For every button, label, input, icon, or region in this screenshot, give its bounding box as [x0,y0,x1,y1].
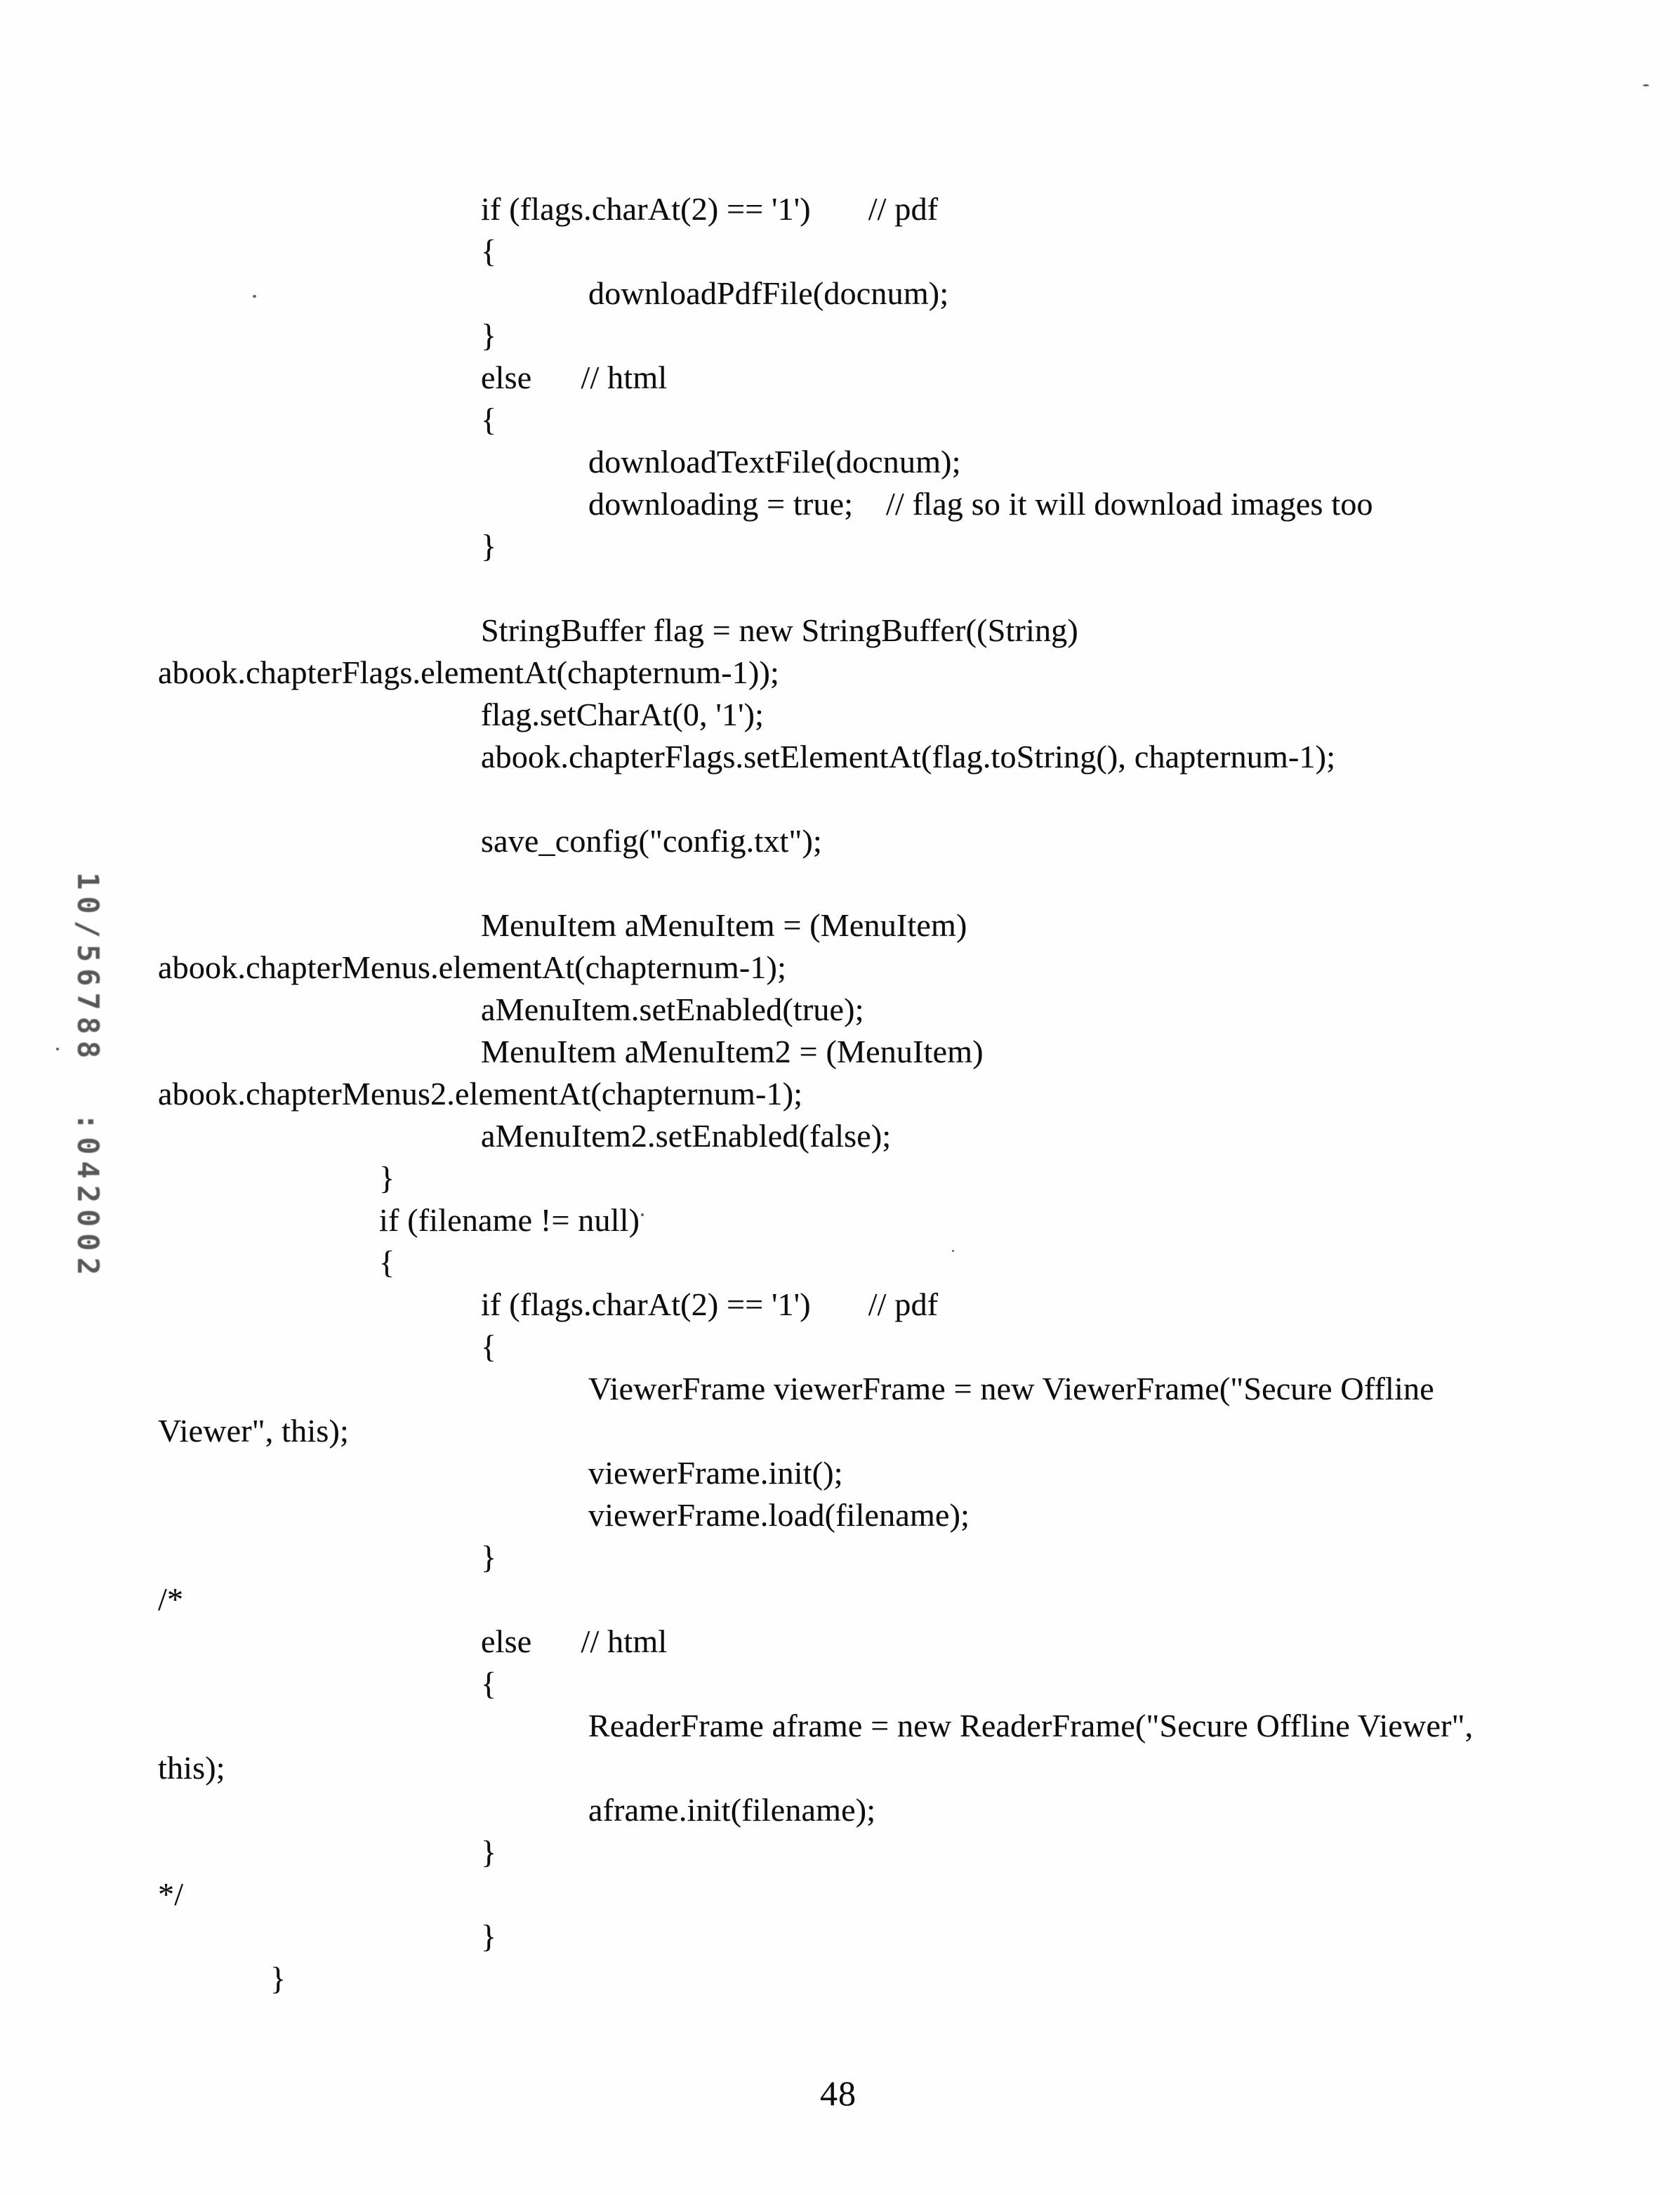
code-line: */ [158,1876,184,1912]
scan-artifact [1643,84,1649,86]
code-line: abook.chapterFlags.setElementAt(flag.toString(), chapternum-1); [481,739,1336,774]
code-line: save_config("config.txt"); [481,823,822,859]
code-line: } [481,1834,497,1870]
scan-artifact [952,1250,954,1252]
code-line: downloadTextFile(docnum); [588,444,961,480]
blank-line [0,862,1680,904]
code-line: if (flags.charAt(2) == '1') // pdf [481,1286,939,1322]
code-line: } [379,1160,395,1196]
code-line: MenuItem aMenuItem = (MenuItem) [481,907,967,943]
code-line: downloadPdfFile(docnum); [588,275,949,311]
scan-artifact [56,1048,59,1050]
code-line: viewerFrame.init(); [588,1455,843,1491]
code-listing [0,188,1680,2000]
code-line: else // html [481,360,668,395]
code-line: flag.setCharAt(0, '1'); [481,697,765,732]
code-line: ViewerFrame viewerFrame = new ViewerFrame("Secure Offline [588,1371,1434,1406]
code-line: aMenuItem2.setEnabled(false); [481,1118,892,1154]
code-line: ReaderFrame aframe = new ReaderFrame("Secure Offline Viewer", [588,1708,1474,1744]
code-line: } [481,317,497,353]
blank-line [0,778,1680,820]
code-line: if (flags.charAt(2) == '1') // pdf [481,191,939,227]
code-line: /* [158,1581,184,1617]
code-line: abook.chapterMenus2.elementAt(chapternum-1); [158,1076,803,1112]
code-line: abook.chapterFlags.elementAt(chapternum-1)); [158,654,780,690]
code-line: } [481,1539,497,1575]
code-line: { [481,402,497,437]
code-line: { [481,1329,497,1364]
code-line: viewerFrame.load(filename); [588,1497,970,1533]
code-line: } [481,528,497,564]
code-line: aframe.init(filename); [588,1792,876,1828]
code-line: else // html [481,1623,668,1659]
code-line: } [270,1960,286,1996]
code-line: } [481,1918,497,1954]
code-line: this); [158,1750,225,1786]
code-line: { [379,1244,395,1280]
code-line: aMenuItem.setEnabled(true); [481,991,864,1027]
margin-stamp: 10/56788 :042002 [71,872,105,1281]
code-line: { [481,233,497,269]
scan-artifact [253,295,256,298]
code-line: downloading = true; // flag so it will download images too [588,486,1373,522]
code-line: Viewer", this); [158,1413,349,1449]
code-line: StringBuffer flag = new StringBuffer((String) [481,612,1078,648]
code-line: abook.chapterMenus.elementAt(chapternum-1); [158,949,787,985]
scan-artifact [641,1213,644,1216]
code-line: { [481,1666,497,1701]
page-number: 48 [820,2074,856,2113]
code-line: if (filename != null) [379,1202,640,1238]
blank-line [0,567,1680,609]
code-line: MenuItem aMenuItem2 = (MenuItem) [481,1034,984,1069]
